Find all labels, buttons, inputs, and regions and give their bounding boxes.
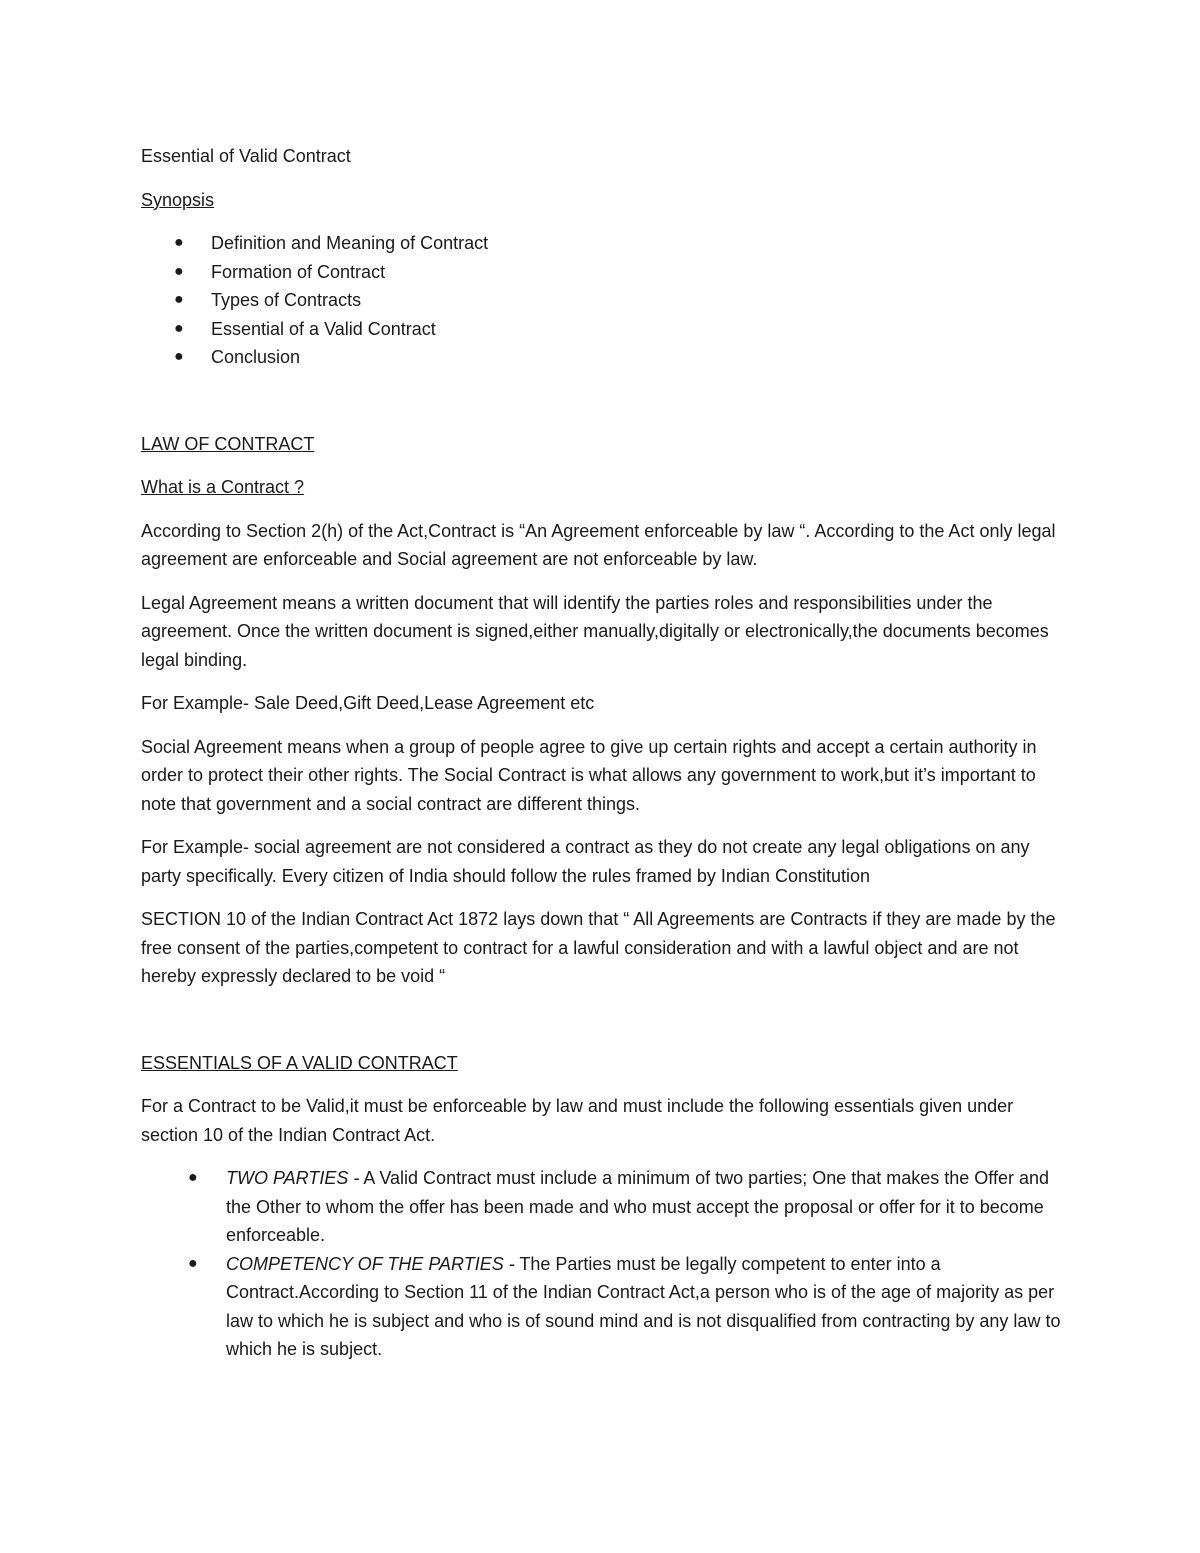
synopsis-heading: Synopsis — [141, 189, 215, 210]
list-item — [141, 315, 1061, 344]
bullet-icon: ● — [188, 1254, 198, 1272]
list-item — [141, 1164, 1061, 1250]
paragraph-legal-example: For Example- Sale Deed,Gift Deed,Lease Agreement etc — [141, 693, 595, 713]
essentials-list — [141, 1164, 1061, 1364]
document-page — [141, 142, 1061, 1379]
essential-term: TWO PARTIES - — [226, 1168, 360, 1188]
bullet-icon: ● — [174, 291, 184, 308]
essentials-heading: ESSENTIALS OF A VALID CONTRACT — [141, 1052, 458, 1073]
document-title: Essential of Valid Contract — [141, 146, 351, 166]
paragraph-social-agreement: Social Agreement means when a group of people agree to give up certain rights and accept a certain authority in order to protect their other rights. The Social Contract is what allows any government to work,but it’s important to note that government and a social contract are different things. — [141, 736, 1037, 814]
paragraph-social-example: For Example- social agreement are not considered a contract as they do not create any legal obligations on any party specifically. Every citizen of India should follow the rules framed by Indian Constitution — [141, 837, 1030, 886]
blank-line — [141, 1006, 1061, 1049]
list-item — [141, 229, 1061, 258]
essential-text: The Parties must be legally competent to enter into a Contract.According to Section 11 of the Indian Contract Act,a person who is of the age of majority as per law to which he is subject and who is of sound mind and is not disqualified from contracting by any law to which he is subject. — [226, 1253, 1061, 1359]
synopsis-item-label: Types of Contracts — [211, 290, 362, 310]
list-item — [141, 258, 1061, 287]
synopsis-item-label: Formation of Contract — [211, 261, 386, 282]
bullet-icon: ● — [188, 1169, 198, 1186]
bullet-icon: ● — [174, 319, 184, 337]
paragraph-legal-agreement: Legal Agreement means a written document that will identify the parties roles and responsibilities under the agreement. Once the written document is signed,either manually,digitally or electronically,the documents becomes legal binding. — [141, 592, 1049, 670]
what-heading: What is a Contract ? — [141, 477, 305, 497]
synopsis-item-label: Definition and Meaning of Contract — [211, 233, 489, 253]
law-heading: LAW OF CONTRACT — [141, 433, 315, 454]
list-item — [141, 1250, 1061, 1364]
bullet-icon: ● — [174, 234, 184, 251]
synopsis-item-label: Essential of a Valid Contract — [211, 318, 436, 339]
bullet-icon: ● — [174, 348, 184, 365]
essential-text: A Valid Contract must include a minimum of two parties; One that makes the Offer and the Other to whom the offer has been made and who must accept the proposal or offer for it to become enforceable. — [226, 1168, 1050, 1245]
list-item — [141, 343, 1061, 372]
essentials-intro: For a Contract to be Valid,it must be enforceable by law and must include the following essentials given under section 10 of the Indian Contract Act. — [141, 1096, 1014, 1145]
synopsis-list — [141, 229, 1061, 372]
essential-term: COMPETENCY OF THE PARTIES - — [226, 1253, 515, 1274]
bullet-icon: ● — [174, 262, 184, 280]
paragraph-section-10: SECTION 10 of the Indian Contract Act 1872 lays down that “ All Agreements are Contracts if they are made by the free consent of the parties,competent to contract for a lawful consideration and with a lawful object and are not hereby expressly declared to be void “ — [141, 909, 1056, 986]
synopsis-item-label: Conclusion — [211, 347, 301, 367]
paragraph-definition: According to Section 2(h) of the Act,Contract is “An Agreement enforceable by law “. According to the Act only legal agreement are enforceable and Social agreement are not enforceable by law. — [141, 520, 1056, 569]
list-item — [141, 286, 1061, 315]
blank-line — [141, 387, 1061, 430]
